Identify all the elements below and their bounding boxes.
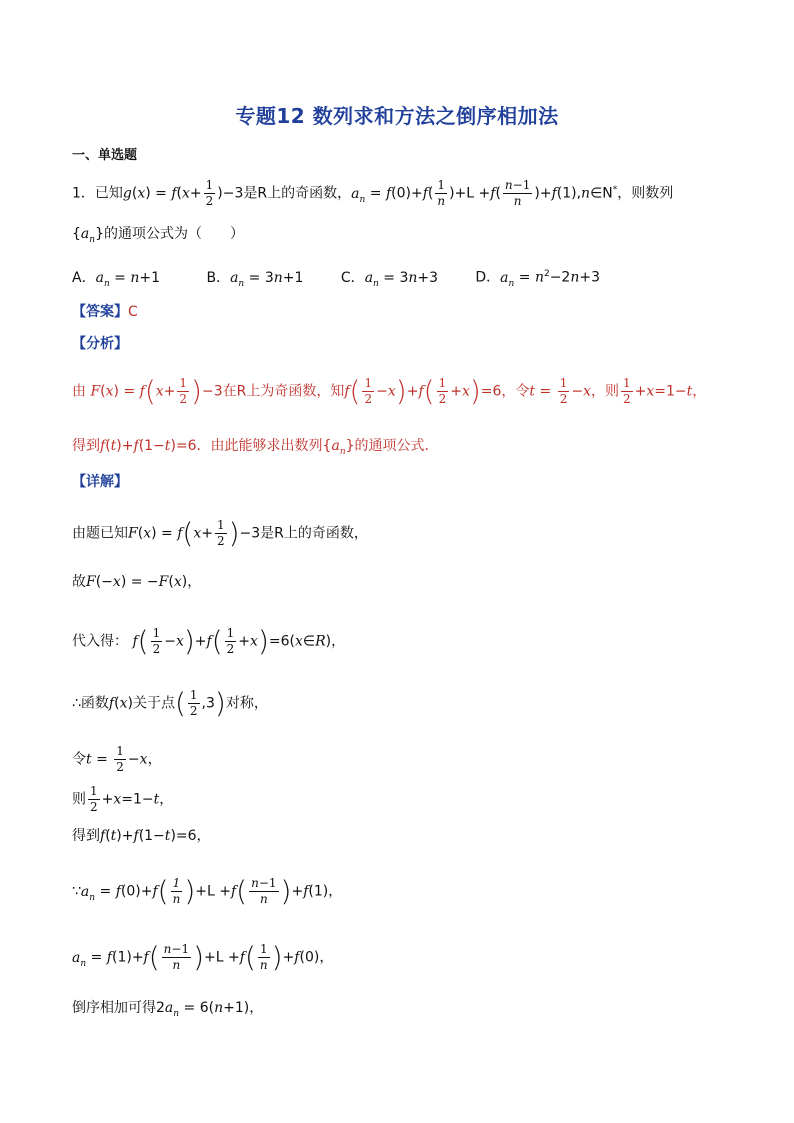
detail-line-6: 则 $\frac{1}{2}$ +x=1−t， [72, 784, 174, 814]
question-given: 是R上的奇函数， [243, 185, 352, 202]
analysis-line-1: 由 F(x) = f(x+ $\frac{1}{2}$ )−3在R上为奇函数，知f( $\frac{1}{2}$ −x)+f( $\frac{1}{2}$ +x)=6，令t = $\frac{1}{2}$ −x，则 $\frac{1}{2}$ +x=1−t， [72, 374, 707, 408]
options-row [72, 264, 605, 293]
page-title: 专题12 数列求和方法之倒序相加法 [235, 104, 559, 128]
detail-line-1: 由题已知F(x) = f(x+ $\frac{1}{2}$ )−3是R上的奇函数， [72, 516, 368, 550]
detail-line-9: $a_n = f(1)+f$( $\frac{n-1}{n}$ )+L +f( $\frac{1}{n}$ )+f(0)， [72, 940, 334, 974]
option-b[interactable]: B．$a_n = 3n+1$ [206, 269, 304, 289]
detail-line-7: 得到f(t)+f(1−t)=6， [72, 828, 211, 844]
analysis-line-2: 得到f(t)+f(1−t)=6．由此能够求出数列$\{a_n\}$的通项公式． [72, 438, 439, 457]
analysis-label: 【分析】 [72, 336, 128, 352]
detail-line-3: 代入得： f( $\frac{1}{2}$ −x)+f( $\frac{1}{2}$ +x)=6(x∈R)， [72, 624, 346, 658]
section-heading: 一、单选题 [72, 148, 138, 163]
question-line-1: 1．已知g(x) = f(x+ $\frac{1}{2}$ )−3是R上的奇函数，$a_n = f(0)+f$( $\frac{1}{n}$ )+L +f( $\frac{n-1}{n}$ )+f(1),n∈N*，则数列 [72, 178, 674, 208]
fraction-half: $\frac{1}{2}$ [205, 178, 214, 208]
option-a[interactable]: A．$a_n = n+1$ [72, 269, 161, 289]
detail-line-8: $\because a_n = f(0)+f$( $\frac{1}{n}$ )+L +f( $\frac{n-1}{n}$ )+f(1)， [72, 874, 343, 908]
question-line-2: $\{a_n\}$的通项公式为（ ） [72, 226, 244, 245]
answer-label: 【答案】 [72, 304, 128, 320]
option-d[interactable]: D．$a_n = n^2-2n+3$ [475, 269, 601, 289]
detail-label: 【详解】 [72, 474, 128, 490]
answer-value: C [128, 304, 138, 320]
detail-line-5: 令t = $\frac{1}{2}$ −x， [72, 744, 162, 774]
question-number: 1．已知 [72, 185, 123, 202]
detail-line-2: 故F(−x) = −F(x)， [72, 574, 202, 590]
question-condition: ，则数列 [617, 185, 674, 202]
detail-line-10: 倒序相加可得$2a_n = 6(n+1)$， [72, 1000, 264, 1019]
option-c[interactable]: C．$a_n = 3n+3$ [340, 269, 439, 289]
answer-row [72, 302, 138, 322]
detail-line-4: ∴函数f(x)关于点( $\frac{1}{2}$ ,3)对称， [72, 686, 268, 720]
